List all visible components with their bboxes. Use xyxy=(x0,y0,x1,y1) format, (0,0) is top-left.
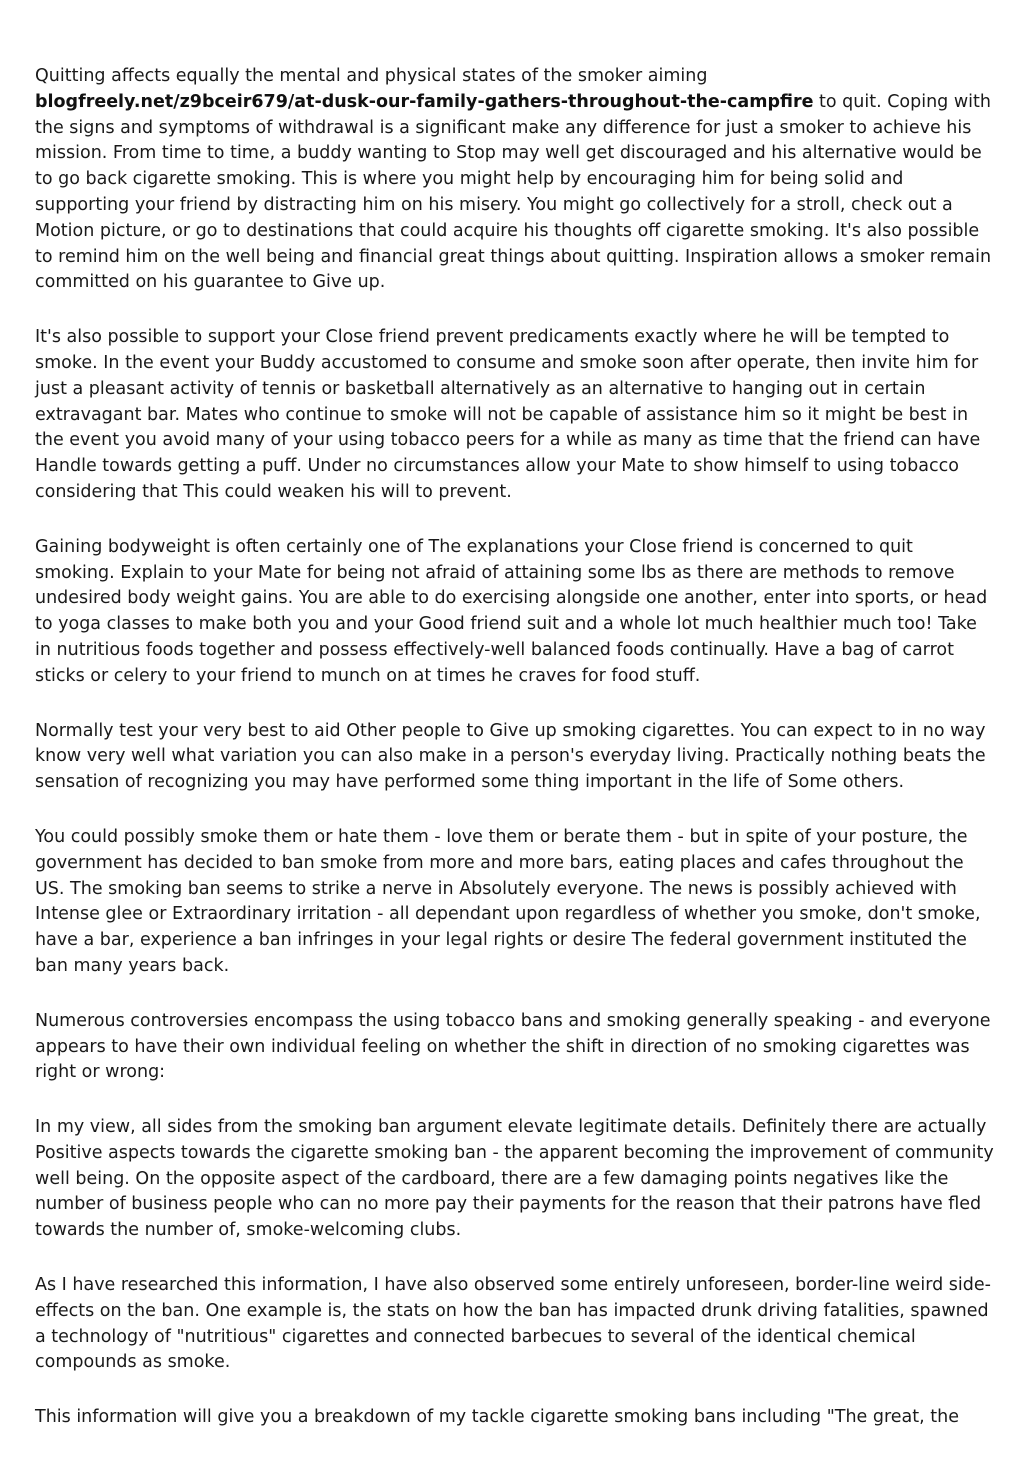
article-body xyxy=(35,64,995,1460)
paragraph-2: It's also possible to support your Close friend prevent predicaments exactly where he will be tempted to smoke. In the event your Buddy accustomed to consume and smoke soon after operate, then invite him for just a pleasant activity of tennis or basketball alternatively as an alternative to hanging out in certain extravagant bar. Mates who continue to smoke will not be capable of assistance him so it might be best in the event you avoid many of your using tobacco peers for a while as many as time that the friend can have Handle towards getting a puff. Under no circumstances allow your Mate to show himself to using tobacco considering that This could weaken his will to prevent. xyxy=(35,327,981,502)
paragraph-1-rest: to quit. Coping with the signs and symptoms of withdrawal is a significant make any difference for just a smoker to achieve his mission. From time to time, a buddy wanting to Stop may well get discouraged and his alternative would be to go back cigarette smoking. This is where you might help by encouraging him for being solid and supporting your friend by distracting him on his misery. You might go collectively for a stroll, check out a Motion picture, or go to destinations that could acquire his thoughts off cigarette smoking. It's also possible to remind him on the well being and financial great things about quitting. Inspiration allows a smoker remain committed on his guarantee to Give up. xyxy=(35,91,992,293)
blog-link[interactable]: blogfreely.net/z9bceir679/at-dusk-our-family-gathers-throughout-the-campfire xyxy=(35,91,814,112)
paragraph-6: Numerous controversies encompass the using tobacco bans and smoking generally speaking - and everyone appears to have their own individual feeling on whether the shift in direction of no smoking cigarettes was right or wrong: xyxy=(35,1010,991,1083)
paragraph-8: As I have researched this information, I have also observed some entirely unforeseen, border-line weird side-effects on the ban. One example is, the stats on how the ban has impacted drunk driving fatalities, spawned a technology of "nutritious" cigarettes and connected barbecues to several of the identical chemical compounds as smoke. xyxy=(35,1275,991,1373)
paragraph-1-intro: Quitting affects equally the mental and physical states of the smoker aiming xyxy=(35,66,708,86)
paragraph-1 xyxy=(35,64,995,296)
paragraph-5: You could possibly smoke them or hate them - love them or berate them - but in spite of your posture, the government has decided to ban smoke from more and more bars, eating places and cafes throughout the US. The smoking ban seems to strike a nerve in Absolutely everyone. The news is possibly achieved with Intense glee or Extraordinary irritation - all dependant upon regardless of whether you smoke, don't smoke, have a bar, experience a ban infringes in your legal rights or desire The federal government instituted the ban many years back. xyxy=(35,826,981,976)
paragraph-9: This information will give you a breakdown of my tackle cigarette smoking bans including "The great, the xyxy=(35,1407,959,1428)
paragraph-4: Normally test your very best to aid Other people to Give up smoking cigarettes. You can expect to in no way know very well what variation you can also make in a person's everyday living. Practically nothing beats the sensation of recognizing you may have performed some thing important in the life of Some others. xyxy=(35,720,986,793)
paragraph-7: In my view, all sides from the smoking ban argument elevate legitimate details. Definitely there are actually Positive aspects towards the cigarette smoking ban - the apparent becoming the improvement of community well being. On the opposite aspect of the cardboard, there are a few damaging points negatives like the number of business people who can no more pay their payments for the reason that their patrons have fled towards the number of, smoke-welcoming clubs. xyxy=(35,1117,994,1241)
paragraph-3: Gaining bodyweight is often certainly one of The explanations your Close friend is concerned to quit smoking. Explain to your Mate for being not afraid of attaining some lbs as there are methods to remove undesired body weight gains. You are able to do exercising alongside one another, enter into sports, or head to yoga classes to make both you and your Good friend suit and a whole lot much healthier much too! Take in nutritious foods together and possess effectively-well balanced foods continually. Have a bag of carrot sticks or celery to your friend to munch on at times he craves for food stuff. xyxy=(35,536,988,686)
